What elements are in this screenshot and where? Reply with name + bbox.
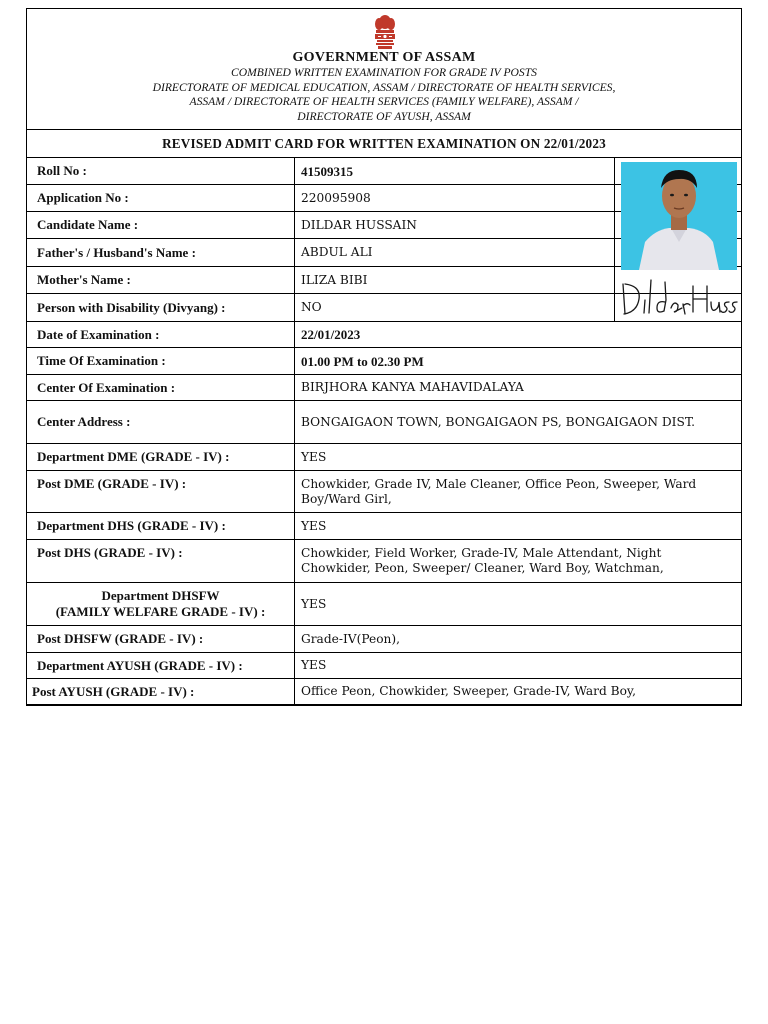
candidate-photo-drawing [621,162,737,270]
field-label: Mother's Name : [27,267,295,293]
field-value: Chowkider, Field Worker, Grade-IV, Male Attendant, Night Chowkider, Peon, Sweeper/ Cleaner, Ward Boy, Watchman, [301,546,664,575]
field-value: BIRJHORA KANYA MAHAVIDALAYA [301,380,524,394]
field-label: Center Of Examination : [27,375,295,400]
state-emblem-icon [372,13,398,51]
admit-card [26,8,742,706]
field-value: 22/01/2023 [301,327,361,342]
field-value: 01.00 PM to 02.30 PM [301,353,424,369]
field-label: Post DHS (GRADE - IV) : [27,540,295,582]
exam-subtitle: COMBINED WRITTEN EXAMINATION FOR GRADE IV POSTS [231,66,537,79]
field-value: YES [301,518,327,533]
field-value: YES [301,449,327,464]
field-label: Center Address : [27,401,295,443]
field-exam-center [27,375,741,401]
field-center-address [27,401,741,444]
field-post-ayush [27,679,741,705]
field-value: Office Peon, Chowkider, Sweeper, Grade-IV, Ward Boy, [301,684,637,698]
field-label: Department DHS (GRADE - IV) : [27,513,295,539]
field-value: ILIZA BIBI [295,267,615,293]
field-post-dhsfw [27,626,741,653]
field-label: Post DHSFW (GRADE - IV) : [27,626,295,652]
field-label: Post AYUSH (GRADE - IV) : [27,679,295,704]
field-post-dme [27,471,741,513]
field-label-line: (FAMILY WELFARE GRADE - IV) : [55,604,266,619]
field-label: Department DME (GRADE - IV) : [27,444,295,470]
field-value: YES [301,658,327,672]
field-exam-time [27,348,741,375]
field-label: Date of Examination : [27,322,295,347]
field-label: Post DME (GRADE - IV) : [27,471,295,512]
field-value: DILDAR HUSSAIN [295,212,615,238]
field-post-dhs [27,540,741,583]
field-label [27,583,295,625]
field-label: Department AYUSH (GRADE - IV) : [27,653,295,678]
signature-image [619,272,739,320]
field-label: Application No : [27,185,295,211]
candidate-photo [621,162,737,270]
field-exam-date [27,322,741,348]
government-title: GOVERNMENT OF ASSAM [292,50,476,65]
directorate-line-1: DIRECTORATE OF MEDICAL EDUCATION, ASSAM / DIRECTORATE OF HEALTH SERVICES, [152,80,616,94]
field-dept-dhs [27,513,741,540]
field-value: NO [295,294,615,321]
directorate-line-2: ASSAM / DIRECTORATE OF HEALTH SERVICES (FAMILY WELFARE), ASSAM / [189,95,579,108]
field-value: 41509315 [295,158,615,184]
card-header [27,9,741,130]
candidate-details [27,158,741,705]
field-value: Grade-IV(Peon), [301,631,401,646]
field-label: Person with Disability (Divyang) : [27,294,295,321]
field-dept-dhsfw [27,583,741,626]
field-label: Candidate Name : [27,212,295,238]
field-dept-ayush [27,653,741,679]
card-title: REVISED ADMIT CARD FOR WRITTEN EXAMINATION ON 22/01/2023 [27,130,741,158]
field-label-line: Department DHSFW [101,588,220,603]
field-label: Time Of Examination : [27,348,295,374]
photo-signature-box [615,158,741,322]
field-value: ABDUL ALI [295,239,615,266]
field-label: Father's / Husband's Name : [27,239,295,266]
field-label: Roll No : [27,158,295,184]
field-value: Chowkider, Grade IV, Male Cleaner, Office Peon, Sweeper, Ward Boy/Ward Girl, [301,476,697,506]
field-value: YES [301,596,327,611]
field-value: 220095908 [295,185,615,211]
field-dept-dme [27,444,741,471]
field-value: BONGAIGAON TOWN, BONGAIGAON PS, BONGAIGAON DIST. [301,414,696,429]
directorate-line-3: DIRECTORATE OF AYUSH, ASSAM [297,109,471,123]
